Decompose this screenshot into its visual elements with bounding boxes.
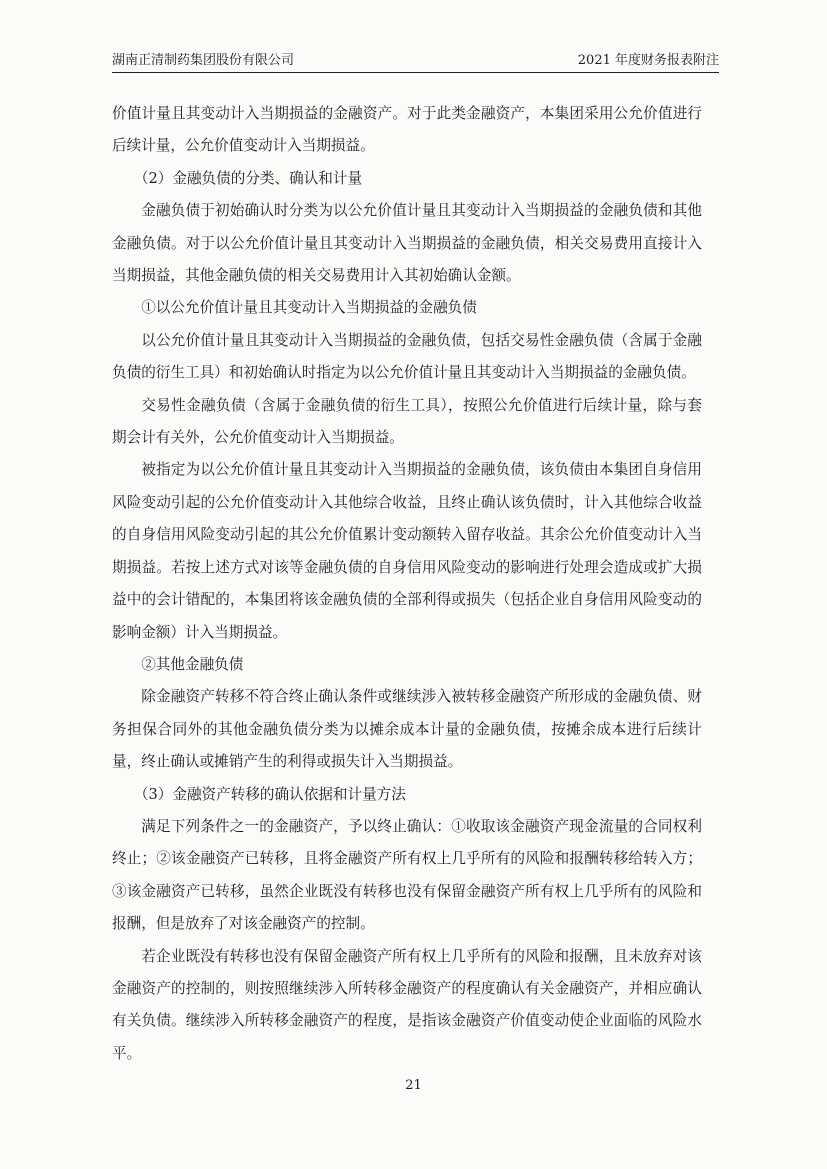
section-heading: （3）金融资产转移的确认依据和计量方法: [133, 785, 406, 803]
paragraph: 满足下列条件之一的金融资产，予以终止确认：①收取该金融资产现金流量的合同权利终止；②该金融资产已转移，且将金融资产所有权上几乎所有的风险和报酬转移给转入方；③该金融资产已转移，虽然企业既没有转移也没有保留金融资产所有权上几乎所有的风险和报酬，但是放弃了对该金融资产的控制。: [112, 817, 702, 933]
paragraph: 被指定为以公允价值计量且其变动计入当期损益的金融负债，该负债由本集团自身信用风险变动引起的公允价值变动计入其他综合收益，且终止确认该负债时，计入其他综合收益的自身信用风险变动引起的其公允价值累计变动额转入留存收益。其余公允价值变动计入当期损益。若按上述方式对该等金融负债的自身信用风险变动的影响进行处理会造成或扩大损益中的会计错配的，本集团将该金融负债的全部利得或损失（包括企业自身信用风险变动的影响金额）计入当期损益。: [112, 461, 702, 641]
paragraph: 除金融资产转移不符合终止确认条件或继续涉入被转移金融资产所形成的金融负债、财务担保合同外的其他金融负债分类为以摊余成本计量的金融负债，按摊余成本进行后续计量，终止确认或摊销产生的利得或损失计入当期损益。: [112, 688, 702, 771]
page-header: [112, 50, 719, 73]
section-heading: （2）金融负债的分类、确认和计量: [133, 169, 363, 187]
paragraph: 若企业既没有转移也没有保留金融资产所有权上几乎所有的风险和报酬，且未放弃对该金融资产的控制的，则按照继续涉入所转移金融资产的程度确认有关金融资产，并相应确认有关负债。继续涉入所转移金融资产的程度，是指该金融资产价值变动使企业面临的风险水平。: [112, 947, 702, 1062]
paragraph: 以公允价值计量且其变动计入当期损益的金融负债，包括交易性金融负债（含属于金融负债的衍生工具）和初始确认时指定为以公允价值计量且其变动计入当期损益的金融负债。: [112, 331, 702, 382]
report-title: 2021 年度财务报表附注: [577, 53, 719, 68]
subsection-heading: ②其他金融负债: [141, 655, 244, 673]
paragraph: 价值计量且其变动计入当期损益的金融资产。对于此类金融资产，本集团采用公允价值进行后续计量，公允价值变动计入当期损益。: [112, 105, 702, 155]
paragraph: 交易性金融负债（含属于金融负债的衍生工具），按照公允价值进行后续计量，除与套期会计有关外，公允价值变动计入当期损益。: [112, 396, 702, 447]
document-body: [112, 98, 702, 1070]
subsection-heading: ①以公允价值计量且其变动计入当期损益的金融负债: [141, 299, 477, 317]
page-number: 21: [405, 1078, 422, 1093]
company-name: 湖南正清制药集团股份有限公司: [112, 53, 295, 68]
paragraph: 金融负债于初始确认时分类为以公允价值计量且其变动计入当期损益的金融负债和其他金融负债。对于以公允价值计量且其变动计入当期损益的金融负债，相关交易费用直接计入当期损益，其他金融负债的相关交易费用计入其初始确认金额。: [112, 202, 702, 285]
